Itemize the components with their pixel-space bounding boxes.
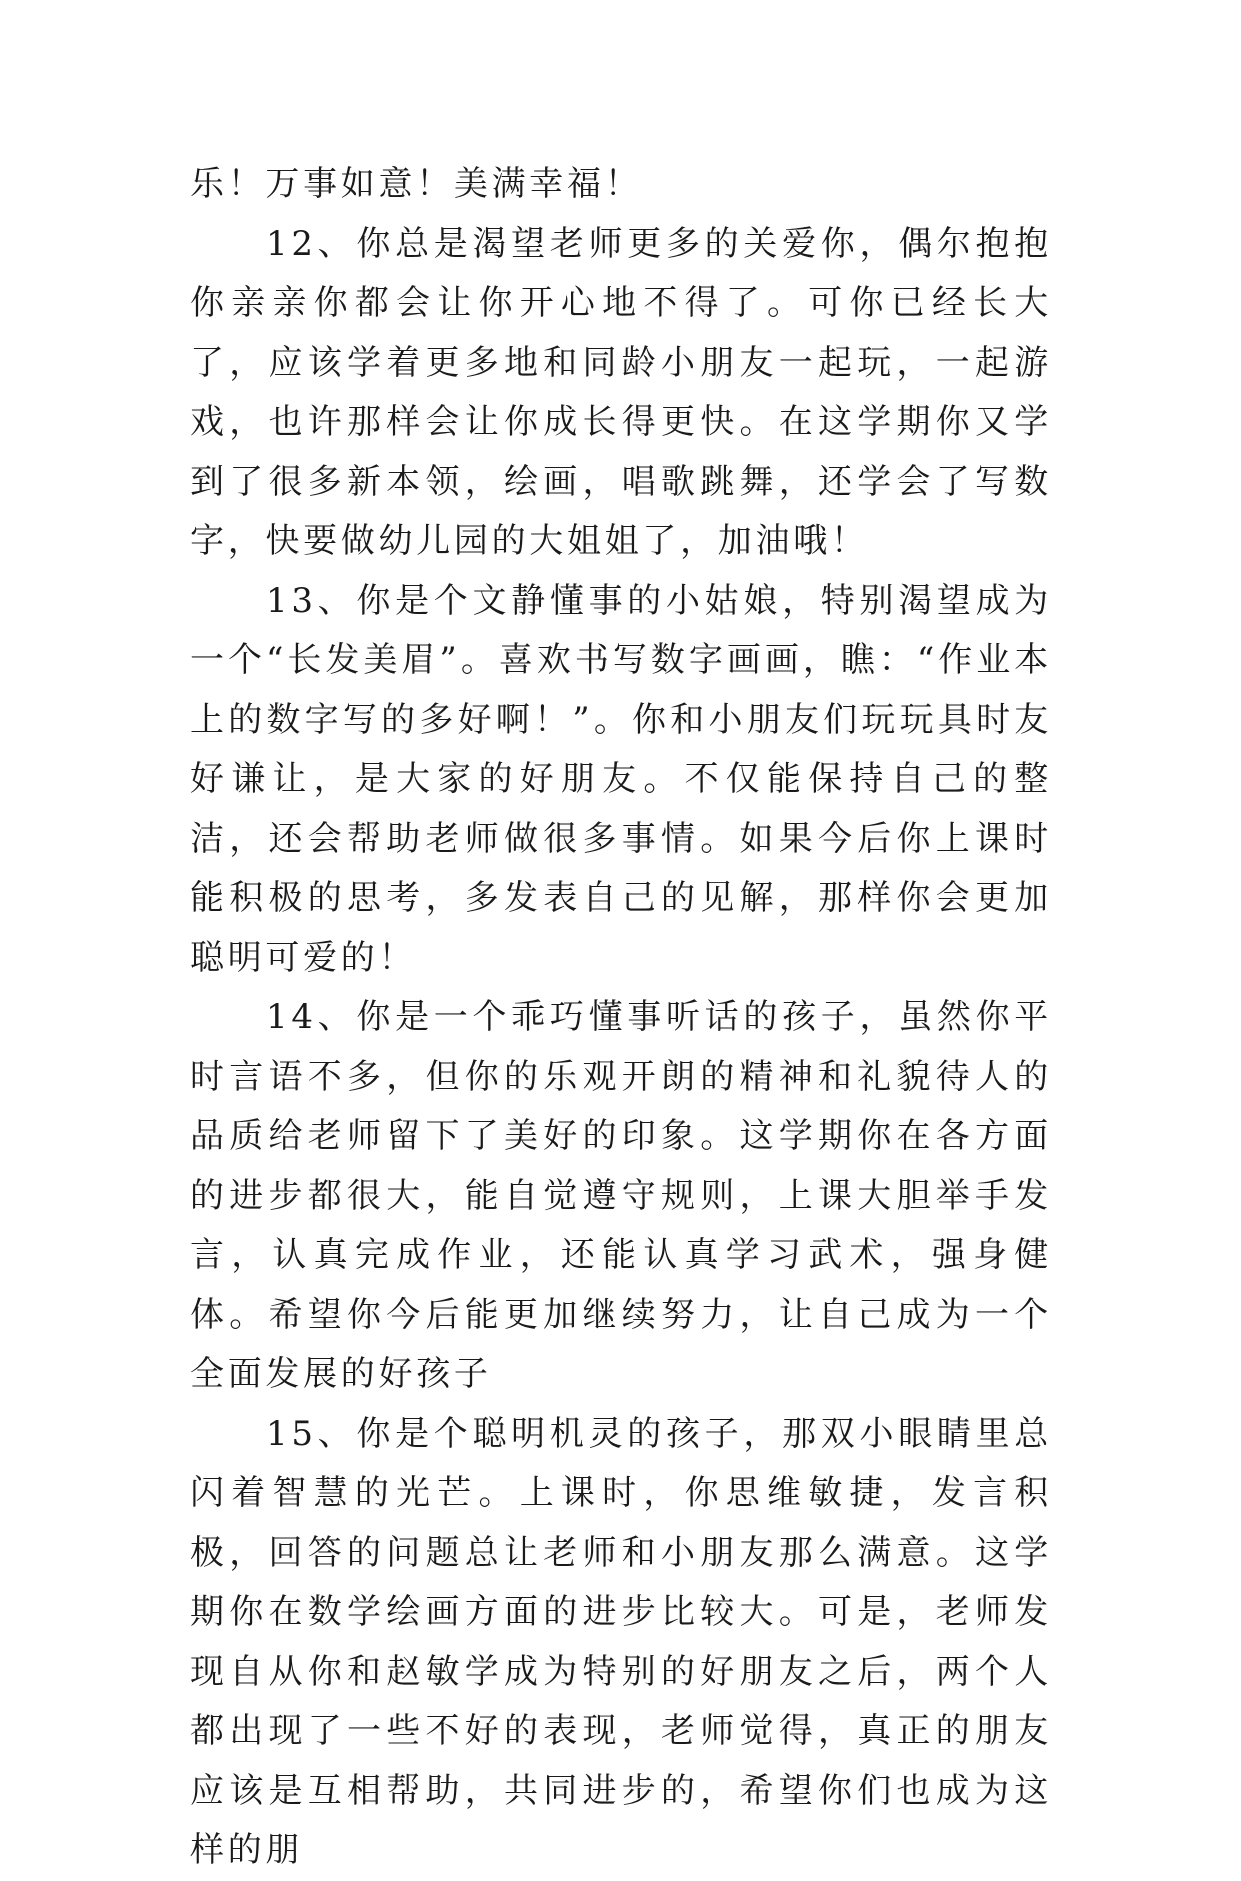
- paragraph-item-14: 14、你是一个乖巧懂事听话的孩子，虽然你平时言语不多，但你的乐观开朗的精神和礼貌待人的品质给老师留下了美好的印象。这学期你在各方面的进步都很大，能自觉遵守规则，上课大胆举手发言，认真完成作业，还能认真学习武术，强身健体。希望你今后能更加继续努力，让自己成为一个全面发展的好孩子: [190, 997, 1052, 1394]
- paragraph-item-12: 12、你总是渴望老师更多的关爱你，偶尔抱抱你亲亲你都会让你开心地不得了。可你已经长大了，应该学着更多地和同龄小朋友一起玩，一起游戏，也许那样会让你成长得更快。在这学期你又学到了很多新本领，绘画，唱歌跳舞，还学会了写数字，快要做幼儿园的大姐姐了，加油哦！: [190, 223, 1052, 561]
- document-body: [190, 155, 1052, 1881]
- paragraph-item-15: 15、你是个聪明机灵的孩子，那双小眼睛里总闪着智慧的光芒。上课时，你思维敏捷，发言积极，回答的问题总让老师和小朋友那么满意。这学期你在数学绘画方面的进步比较大。可是，老师发现自从你和赵敏学成为特别的好朋友之后，两个人都出现了一些不好的表现，老师觉得，真正的朋友应该是互相帮助，共同进步的，希望你们也成为这样的朋: [190, 1413, 1052, 1870]
- paragraph-item-13: 13、你是个文静懂事的小姑娘，特别渴望成为一个“长发美眉”。喜欢书写数字画画，瞧：“作业本上的数字写的多好啊！”。你和小朋友们玩玩具时友好谦让，是大家的好朋友。不仅能保持自己的整洁，还会帮助老师做很多事情。如果今后你上课时能积极的思考，多发表自己的见解，那样你会更加聪明可爱的！: [190, 580, 1052, 978]
- paragraph-continuation: 乐！万事如意！美满幸福！: [190, 164, 643, 204]
